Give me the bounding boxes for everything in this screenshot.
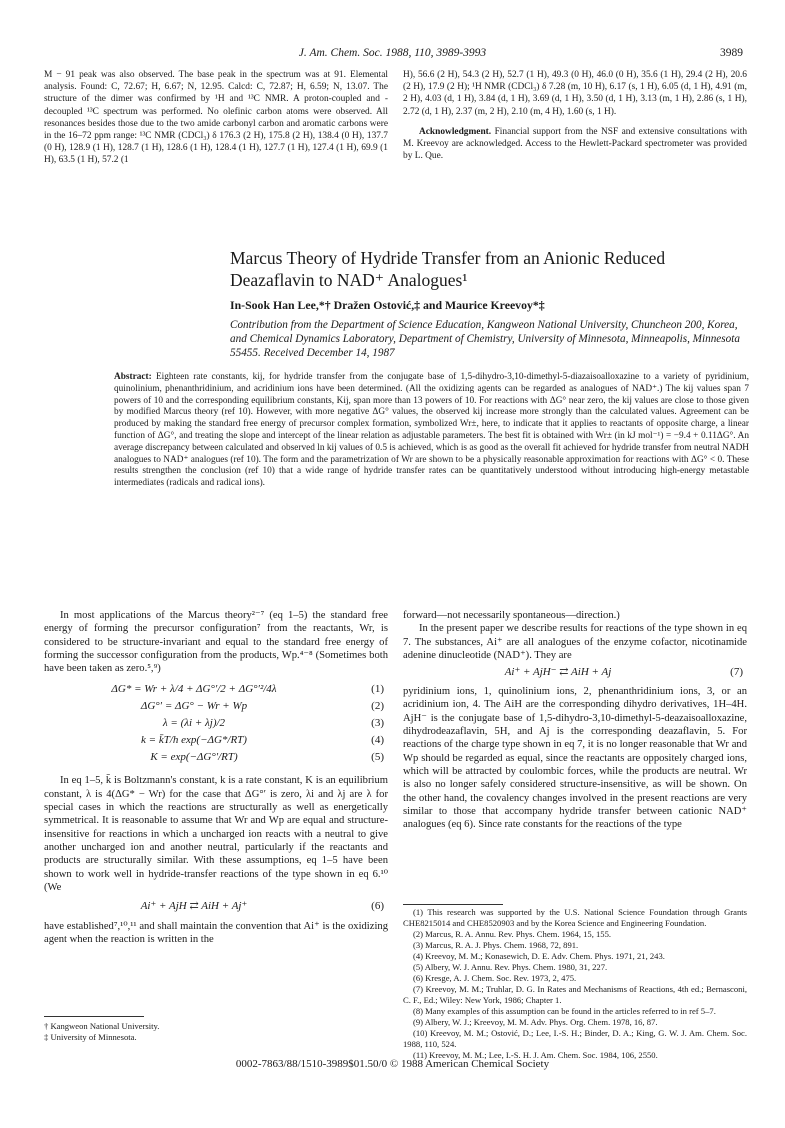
page-number: 3989 [720, 47, 743, 59]
reference-1: (1) This research was supported by the U.S. National Science Foundation through Grants CHE8215014 and CHE8520903 and by the Korea Science and Engineering Foundation. [403, 907, 747, 928]
nmr-text: H), 56.6 (2 H), 54.3 (2 H), 52.7 (1 H), 49.3 (0 H), 46.0 (0 H), 35.6 (1 H), 29.4 (2 H), 20.6 (2 H), 17.9 (2 H); ¹H NMR (CDCl₃) δ 7.28 (m, 10 H), 6.17 (s, 1 H), 6.05 (d, 1 H), 4.91 (m, 2 H), 4.03 (d, 1 H), 3.84 (d, 1 H), 3.69 (d, 1 H), 3.50 (d, 1 H), 3.13 (m, 1 H), 2.86 (s, 1 H), 2.72 (d, 1 H), 2.37 (m, 2 H), 2.10 (m, 4 H), 1.60 (s, 1 H). [403, 70, 747, 117]
authors: In-Sook Han Lee,*† Dražen Ostović,‡ and Maurice Kreevoy*‡ [230, 298, 545, 312]
abstract-label: Abstract: [114, 372, 152, 382]
body-right-column [403, 609, 747, 831]
abstract [114, 372, 749, 490]
equation-6: Ai⁺ + AjH ⇄ AiH + Aj⁺ (6) [140, 900, 384, 913]
reference-4: (4) Kreevoy, M. M.; Konasewich, D. E. Adv. Chem. Phys. 1971, 21, 243. [413, 951, 665, 961]
equation-7: Ai⁺ + AjH⁻ ⇄ AiH + Aj (7) [504, 666, 743, 679]
body-left-column [44, 609, 388, 947]
page-footer: 0002-7863/88/1510-3989$01.50/0 © 1988 American Chemical Society [235, 1058, 550, 1070]
body-paragraph-5: In the present paper we describe results for reactions of the type shown in eq 7. The substances, Ai⁺ are all analogues of the enzyme cofactor, nicotinamide adenine dinucleotide (NAD⁺). They are [403, 623, 747, 661]
reference-footnotes [403, 907, 747, 1061]
footnote-double-dagger: ‡ University of Minnesota. [44, 1032, 137, 1042]
reference-6: (6) Kresge, A. J. Chem. Soc. Rev. 1973, 2, 475. [413, 973, 577, 983]
affiliation: Contribution from the Department of Science Education, Kangweon National University, Chuncheon 200, Korea, and Chemical Dynamics Laboratory, Department of Chemistry, University of Minnesota, Minneapolis, Minnesota 55455. Received December 14, 1987 [230, 319, 740, 359]
footnote-rule-right [403, 904, 503, 905]
body-paragraph-1: In most applications of the Marcus theory²⁻⁷ (eq 1–5) the standard free energy of forming the precursor configuration⁷ from the reactants, Wr, is considered to be structure-invariant and equal to the standard free energy of forming the successor configuration from the products, Wp.⁴⁻⁸ (Sometimes both have been taken as zero.⁵,⁹) [44, 610, 388, 675]
equation-3: λ = (λi + λj)/2 (3) [162, 717, 384, 730]
acknowledgment [403, 126, 747, 163]
acknowledgment-text: Financial support from the NSF and extensive consultations with M. Kreevoy are acknowledged. Access to the Hewlett-Packard spectrometer was provided by L. Que. [403, 126, 748, 162]
affiliation-footnotes [44, 1021, 388, 1043]
journal-citation: J. Am. Chem. Soc. 1988, 110, 3989-3993 [298, 47, 487, 59]
reference-11: (11) Kreevoy, M. M.; Lee, I.-S. H. J. Am. Chem. Soc. 1984, 106, 2550. [413, 1050, 658, 1060]
body-paragraph-3: have established⁷,¹⁰,¹¹ and shall maintain the convention that Ai⁺ is the oxidizing agent when the reaction is written in the [44, 921, 388, 946]
equation-4: k = k̄T/h exp(−ΔG*/RT) (4) [141, 734, 384, 747]
body-paragraph-4: forward—not necessarily spontaneous—direction.) [403, 610, 620, 621]
reference-2: (2) Marcus, R. A. Annu. Rev. Phys. Chem. 1964, 15, 155. [413, 929, 612, 939]
reference-9: (9) Albery, W. J.; Kreevoy, M. M. Adv. Phys. Org. Chem. 1978, 16, 87. [413, 1017, 658, 1027]
reference-5: (5) Albery, W. J. Annu. Rev. Phys. Chem. 1980, 31, 227. [413, 962, 608, 972]
equation-5: K = exp(−ΔG°′/RT) (5) [150, 751, 384, 764]
equation-1: ΔG* = Wr + λ/4 + ΔG°′/2 + ΔG°′²/4λ (1) [111, 683, 384, 696]
running-header [0, 47, 785, 63]
article-title: Marcus Theory of Hydride Transfer from an Anionic Reduced Deazaflavin to NAD⁺ Analogues¹ [230, 248, 666, 290]
continued-experimental-left: M − 91 peak was also observed. The base peak in the spectrum was at 91. Elemental analysis. Found: C, 72.67; H, 6.67; N, 12.95. Calcd: C, 72.87; H, 6.59; N, 13.07. The structure of the dimer was confirmed by ¹H and ¹³C NMR. A proton-coupled and -decoupled ¹³C spectrum was performed. No olefinic carbon atoms were observed. All resonances besides those due to the two amide carbonyl carbon and aromatic carbons were in the 16–72 ppm range: ¹³C NMR (CDCl₃) δ 176.3 (2 H), 175.8 (2 H), 138.4 (0 H), 137.7 (0 H), 128.9 (1 H), 128.7 (1 H), 128.6 (1 H), 128.4 (1 H), 127.7 (1 H), 127.4 (1 H), 69.9 (1 H), 63.5 (1 H), 57.2 (1 [44, 70, 388, 166]
continued-experimental-right [403, 69, 747, 162]
footnote-rule-left [44, 1016, 144, 1017]
equation-2: ΔG°′ = ΔG° − Wr + Wp (2) [140, 700, 384, 713]
acknowledgment-heading: Acknowledgment. [419, 126, 492, 137]
body-paragraph-6: pyridinium ions, 1, quinolinium ions, 2, phenanthridinium ions, 3, or an acridinium ion, 4. The AiH are the corresponding dihydro derivatives, 1H–4H. AjH⁻ is the conjugate base of 1,5-dihydro-3,10-dimethyl-5-deazaisoalloxazine, dihydrodeazaflavin, 5H, and Aj is the corresponding deazaflavin, 5. For reactions of the charge type shown in eq 7, it is no longer reasonable that Wr and Wp should be regarded as equal, since the reactants are oppositely charged ions, which will be attracted by coulombic forces, while the products are neutral. Wr is also no longer safely considered structure-insensitive, as will be shown. On the other hand, the covalency changes involved in the present reactions are very similar to those that accompany hydride transfer between cationic NAD⁺ analogues (eq 6). Since rate constants for the reactions of the type [403, 686, 747, 831]
abstract-text: Eighteen rate constants, kij, for hydride transfer from the conjugate base of 1,5-dihydro-3,10-dimethyl-5-diazaisoalloxazine to a variety of pyridinium, quinolinium, phenanthridinium, and acridinium ions have been determined. (All the oxidizing agents can be regarded as analogues of NAD⁺.) The kij values span 7 powers of 10 and the corresponding equilibrium constants, Kij, span more than 13 powers of 10. For reactions with ΔG° near zero, the kij values are close to those given by modified Marcus theory (ref 10). However, with more negative ΔG° values, the observed kij increase more strongly than the calculated values. Agreement can be produced by making the standard free energy of precursor complex formation, symbolized Wr±, here, to indicate that it applies to reactants of opposite charge, a linear function of ΔG°, and treating the slope and intercept of the linear relation as adjustable parameters. The best fit is obtained with Wr± (in kJ mol⁻¹) = −9.4 + 0.11ΔG°. An average discrepancy between calculated and observed ln kij values of 0.5 is achieved, which is as good as the overall fit achieved for hydride transfer from neutral NADH analogues to NAD⁺ analogues (ref 10). The form and the parametrization of Wr are shown to be a physically reasonable approximation for reactions with ΔG° < 0. These results strengthen the conclusion (ref 10) that a wide range of hydride transfer rates can be quantitatively understood without introducing high-energy metastable intermediates (radicals and radical ions). [114, 372, 749, 489]
reference-8: (8) Many examples of this assumption can be found in the articles referred to in ref 5–7. [413, 1006, 716, 1016]
reference-3: (3) Marcus, R. A. J. Phys. Chem. 1968, 72, 891. [413, 940, 579, 950]
reference-10: (10) Kreevoy, M. M.; Ostović, D.; Lee, I.-S. H.; Binder, D. A.; King, G. W. J. Am. Chem. Soc. 1988, 110, 524. [403, 1028, 747, 1049]
reference-7: (7) Kreevoy, M. M.; Truhlar, D. G. In Rates and Mechanisms of Reactions, 4th ed.; Bernasconi, C. F., Ed.; Wiley: New York, 1986; Chapter 1. [403, 984, 747, 1005]
footnote-dagger: † Kangweon National University. [44, 1021, 160, 1031]
body-paragraph-2: In eq 1–5, k̄ is Boltzmann's constant, k is a rate constant, K is an equilibrium constant, λ is 4(ΔG* − Wr) for the case that ΔG°′ is zero, λi and λj are λ for special cases in which the reactions are structurally as well as energetically symmetrical. It is reasonable to assume that Wr and Wp are equal and structure-insensitive for reactions in which a uncharged ion reacts with a neutral to give another uncharged ion and another neutral, particularly if the reactants and products are structurally similar. With these assumptions, eq 1–5 have been shown to work well in hydride-transfer reactions of the type shown in eq 6.¹⁰ (We [44, 775, 388, 893]
